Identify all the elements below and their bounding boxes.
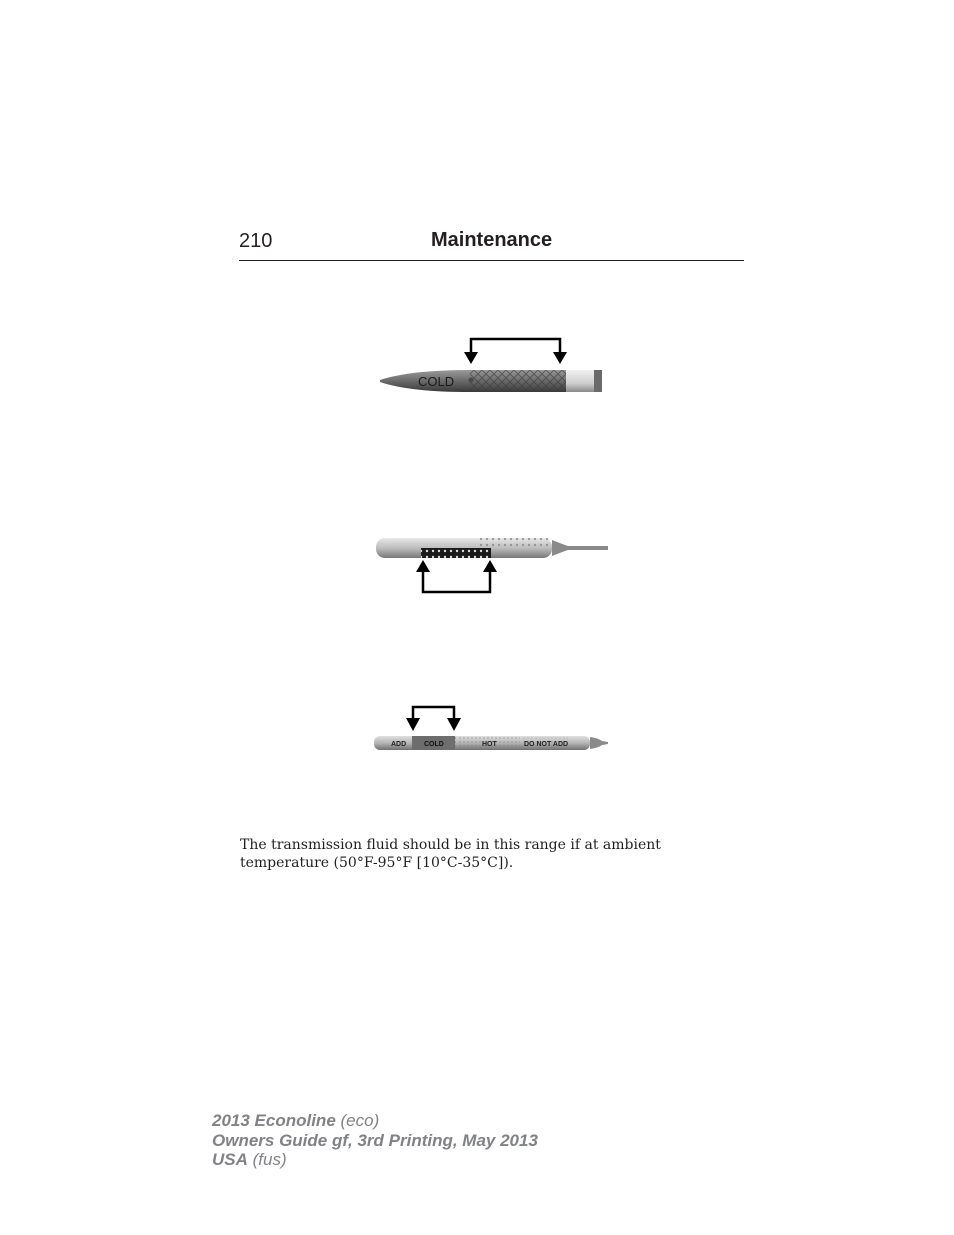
footer-model: 2013 Econoline — [212, 1111, 336, 1130]
dipstick-dotted-range-figure — [370, 530, 615, 600]
dipstick-labeled-range-figure — [370, 700, 615, 760]
footer-market: USA — [212, 1150, 248, 1169]
arrow-down-icon — [464, 352, 478, 364]
cold-label: COLD — [418, 374, 455, 389]
page-footer — [212, 1111, 538, 1170]
do-not-add-label: DO NOT ADD — [524, 741, 569, 748]
footer-market-code: (fus) — [247, 1150, 287, 1169]
cold-label: COLD — [424, 741, 444, 748]
footer-model-code: (eco) — [335, 1111, 380, 1130]
arrow-down-icon — [553, 352, 567, 364]
arrow-up-icon — [483, 560, 497, 572]
arrow-up-icon — [416, 560, 430, 572]
page-number: 210 — [239, 230, 273, 252]
dipstick-cold-range-figure — [370, 330, 610, 400]
page-header — [239, 228, 744, 261]
footer-line-2: Owners Guide gf, 3rd Printing, May 2013 — [212, 1130, 538, 1150]
hot-label: HOT — [482, 741, 497, 748]
arrow-down-icon — [406, 718, 420, 731]
range-bracket — [423, 566, 490, 592]
arrow-down-icon — [447, 718, 461, 731]
add-label: ADD — [391, 741, 407, 748]
footer-line-1 — [212, 1111, 538, 1131]
section-title: Maintenance — [431, 229, 553, 251]
range-bracket — [471, 339, 560, 355]
body-paragraph: The transmission fluid should be in this range if at ambient temperature (50°F-95°F [10°C-35°C]). — [240, 837, 661, 871]
footer-line-3 — [212, 1150, 538, 1170]
